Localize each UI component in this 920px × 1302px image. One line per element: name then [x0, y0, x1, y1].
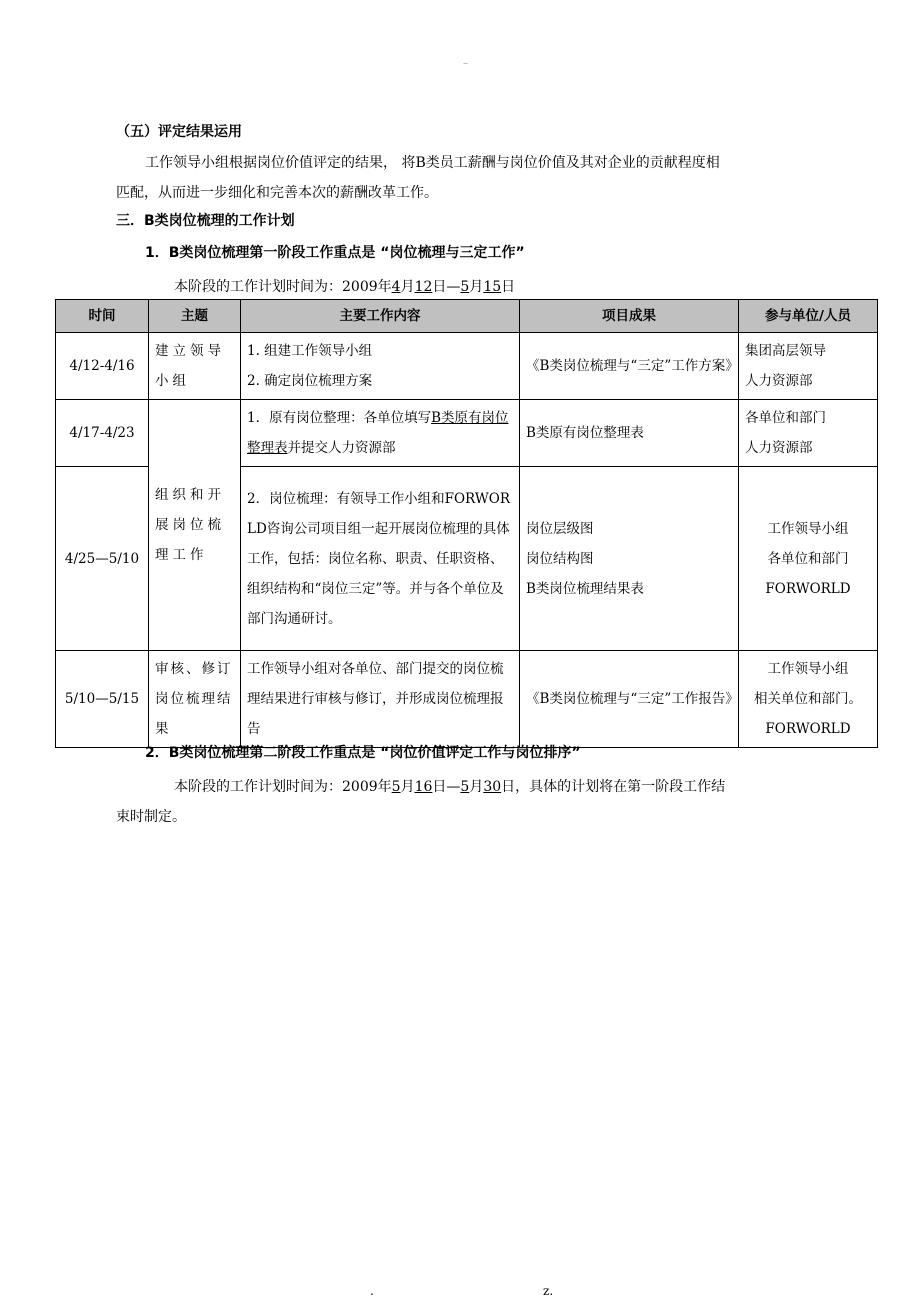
cell-result	[520, 467, 739, 651]
header-content: 主要工作内容	[241, 300, 520, 333]
table-row	[56, 333, 878, 400]
people-item: FORWORLD	[765, 580, 851, 597]
paragraph-line-2: 匹配，从而进一步细化和完善本次的薪酬改革工作。	[116, 185, 438, 201]
cell-topic: 组织和开展岗位梳理工作	[149, 400, 241, 651]
footer-left-mark: .	[370, 1284, 374, 1298]
cell-result: 《B类岗位梳理与“三定”工作报告》	[520, 651, 739, 748]
people-item: 人力资源部	[745, 440, 813, 456]
cell-people	[739, 400, 878, 467]
result-item: B类岗位梳理结果表	[526, 580, 644, 597]
cell-people	[739, 651, 878, 748]
section-3-heading: 三．B类岗位梳理的工作计划	[116, 213, 295, 229]
cell-content: 1．原有岗位整理：各单位填写B类原有岗位整理表并提交人力资源部	[241, 400, 520, 467]
people-item: 人力资源部	[745, 373, 813, 389]
footer-right-mark: z.	[543, 1284, 554, 1298]
cell-result: 《B类岗位梳理与“三定”工作方案》	[520, 333, 739, 400]
header-mark: –	[463, 58, 468, 69]
header-topic: 主题	[149, 300, 241, 333]
header-time: 时间	[56, 300, 149, 333]
result-item: 岗位结构图	[526, 550, 594, 567]
table-row	[56, 651, 878, 748]
cell-people	[739, 467, 878, 651]
cell-time: 5/10—5/15	[56, 651, 149, 748]
people-item: 工作领导小组	[767, 661, 849, 677]
cell-content	[241, 333, 520, 400]
people-item: 集团高层领导	[745, 343, 826, 359]
stage-2-schedule: 本阶段的工作计划时间为：2009年5月16日—5月30日，具体的计划将在第一阶段工作结	[174, 779, 726, 795]
people-item: 各单位和部门	[745, 410, 826, 426]
paragraph-line-1: 工作领导小组根据岗位价值评定的结果， 将B类员工薪酬与岗位价值及其对企业的贡献程度相	[145, 155, 720, 171]
people-item: FORWORLD	[765, 721, 851, 737]
header-result: 项目成果	[520, 300, 739, 333]
result-item: 岗位层级图	[526, 520, 594, 537]
stage-1-schedule: 本阶段的工作计划时间为：2009年4月12日—5月15日	[174, 279, 516, 295]
work-plan-table	[55, 299, 878, 748]
cell-content: 工作领导小组对各单位、部门提交的岗位梳理结果进行审核与修订，并形成岗位梳理报告	[241, 651, 520, 748]
header-people: 参与单位/人员	[739, 300, 878, 333]
cell-content: 2．岗位梳理：有领导工作小组和FORWORLD咨询公司项目组一起开展岗位梳理的具体工作，包括：岗位名称、职责、任职资格、组织结构和“岗位三定”等。并与各个单位及部门沟通研讨。	[241, 467, 520, 651]
cell-people	[739, 333, 878, 400]
people-item: 工作领导小组	[767, 520, 849, 537]
people-item: 相关单位和部门。	[754, 691, 862, 707]
section-5-heading: （五）评定结果运用	[116, 124, 242, 140]
cell-time: 4/25—5/10	[56, 467, 149, 651]
cell-topic: 建立领导小组	[149, 333, 241, 400]
people-item: 各单位和部门	[767, 550, 849, 567]
table-header-row	[56, 300, 878, 333]
stage-1-heading: 1．B类岗位梳理第一阶段工作重点是 “岗位梳理与三定工作”	[145, 245, 525, 261]
stage-2-schedule-line-2: 束时制定。	[116, 809, 186, 825]
cell-time: 4/17-4/23	[56, 400, 149, 467]
stage-2-heading: 2．B类岗位梳理第二阶段工作重点是 “岗位价值评定工作与岗位排序”	[145, 745, 581, 761]
cell-result: B类原有岗位整理表	[520, 400, 739, 467]
cell-time: 4/12-4/16	[56, 333, 149, 400]
table-row	[56, 400, 878, 467]
content-item: 1. 组建工作领导小组	[247, 343, 373, 359]
cell-topic: 审核、修订岗位梳理结果	[149, 651, 241, 748]
form-reference: B类原有岗位整理表	[247, 410, 509, 456]
content-item: 2. 确定岗位梳理方案	[247, 373, 373, 389]
